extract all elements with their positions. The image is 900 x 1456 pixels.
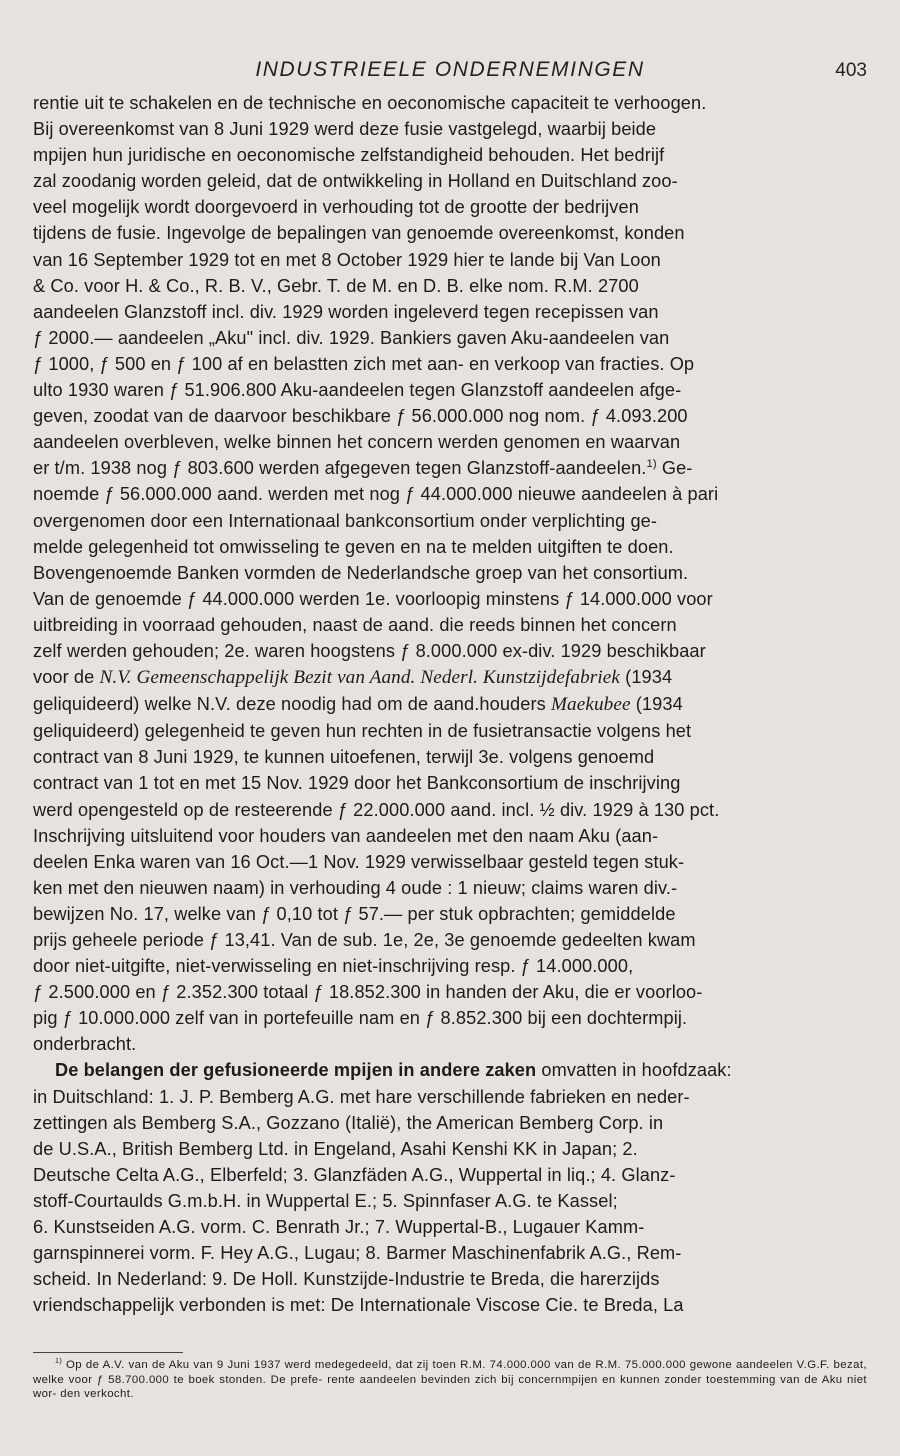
text-line: deelen Enka waren van 16 Oct.—1 Nov. 1929 verwisselbaar gesteld tegen stuk- — [33, 851, 685, 872]
text-line: Bij overeenkomst van 8 Juni 1929 werd deze fusie vastgelegd, waarbij beide — [33, 119, 657, 140]
running-title: INDUSTRIEELE ONDERNEMINGEN — [255, 58, 645, 81]
section-heading: De belangen der gefusioneerde mpijen in andere zaken — [55, 1060, 537, 1081]
text-line: voor de — [33, 667, 100, 688]
text-line: in Duitschland: 1. J. P. Bemberg A.G. met hare verschillende fabrieken en neder- — [33, 1086, 690, 1107]
text-line: onderbracht. — [33, 1034, 137, 1055]
text-line: & Co. voor H. & Co., R. B. V., Gebr. T. de M. en D. B. elke nom. R.M. 2700 — [33, 275, 639, 296]
footnote-text: Op de A.V. van de Aku van 9 Juni 1937 werd medegedeeld, dat zij toen R.M. 74.000.000 van de R.M. 75.000.000 gewone aandeelen V.G.F. bezat, welke voor ƒ 58.700.000 te boek stonden. De prefe- rente aandeelen bevinden zich bij concernmpijen en kunnen zonder toestemming van de Aku niet wor- den verkocht. — [33, 1359, 867, 1401]
text-line: mpijen hun juridische en oeconomische zelfstandigheid behouden. Het bedrijf — [33, 145, 665, 166]
text-line: door niet-uitgifte, niet-verwisseling en niet-inschrijving resp. ƒ 14.000.000, — [33, 956, 634, 977]
text-line: van 16 September 1929 tot en met 8 October 1929 hier te lande bij Van Loon — [33, 249, 661, 270]
text-line: contract van 8 Juni 1929, te kunnen uitoefenen, terwijl 3e. volgens genoemd — [33, 747, 655, 768]
footnote-marker: 1) — [55, 1358, 63, 1366]
text-line: uitbreiding in voorraad gehouden, naast de aand. die reeds binnen het concern — [33, 614, 677, 635]
footnote — [33, 1358, 867, 1402]
footnote-reference[interactable]: 1) — [646, 458, 657, 471]
text-line: (1934 — [630, 694, 683, 715]
text-line: (1934 — [620, 667, 673, 688]
text-line: 6. Kunstseiden A.G. vorm. C. Benrath Jr.; 7. Wuppertal-B., Lugauer Kamm- — [33, 1217, 645, 1238]
text-line: melde gelegenheid tot omwisseling te geven en na te melden uitgiften te doen. — [33, 536, 674, 557]
body-text — [33, 90, 867, 1318]
text-line: noemde ƒ 56.000.000 aand. werden met nog ƒ 44.000.000 nieuwe aandeelen à pari — [33, 484, 719, 505]
text-line: zal zoodanig worden geleid, dat de ontwikkeling in Holland en Duitschland zoo- — [33, 171, 678, 192]
page-header — [33, 58, 867, 90]
text-line: contract van 1 tot en met 15 Nov. 1929 door het Bankconsortium de inschrijving — [33, 773, 681, 794]
text-line: pig ƒ 10.000.000 zelf van in portefeuille nam en ƒ 8.852.300 bij een dochtermpij. — [33, 1008, 688, 1029]
text-line: geven, zoodat van de daarvoor beschikbare ƒ 56.000.000 nog nom. ƒ 4.093.200 — [33, 406, 688, 427]
text-line: vriendschappelijk verbonden is met: De Internationale Viscose Cie. te Breda, La — [33, 1295, 684, 1316]
text-line: bewijzen No. 17, welke van ƒ 0,10 tot ƒ 57.— per stuk opbrachten; gemiddelde — [33, 903, 676, 924]
text-line: geliquideerd) welke N.V. deze noodig had om de aand.houders — [33, 694, 551, 715]
text-line: overgenomen door een Internationaal bankconsortium onder verplichting ge- — [33, 510, 658, 531]
text-line: ƒ 2000.— aandeelen „Aku" incl. div. 1929. Bankiers gaven Aku-aandeelen van — [33, 327, 670, 348]
text-line: ƒ 1000, ƒ 500 en ƒ 100 af en belastten zich met aan- en verkoop van fracties. Op — [33, 353, 695, 374]
text-line: Deutsche Celta A.G., Elberfeld; 3. Glanzfäden A.G., Wuppertal in liq.; 4. Glanz- — [33, 1164, 676, 1185]
text-line: er t/m. 1938 nog ƒ 803.600 werden afgegeven tegen Glanzstoff-aandeelen. — [33, 458, 647, 479]
text-line: rentie uit te schakelen en de technische en oeconomische capaciteit te verhoogen. — [33, 93, 707, 113]
text-line: veel mogelijk wordt doorgevoerd in verhouding tot de grootte der bedrijven — [33, 197, 639, 218]
text-line: geliquideerd) gelegenheid te geven hun rechten in de fusietransactie volgens het — [33, 721, 692, 742]
text-line: stoff-Courtaulds G.m.b.H. in Wuppertal E.; 5. Spinnfaser A.G. te Kassel; — [33, 1190, 618, 1211]
text-line: aandeelen Glanzstoff incl. div. 1929 worden ingeleverd tegen recepissen van — [33, 301, 659, 322]
page-number: 403 — [835, 60, 867, 81]
company-name-italic: Maekubee — [550, 694, 631, 716]
text-line: zelf werden gehouden; 2e. waren hoogstens ƒ 8.000.000 ex-div. 1929 beschikbaar — [33, 640, 706, 661]
text-line: ulto 1930 waren ƒ 51.906.800 Aku-aandeelen tegen Glanzstoff aandeelen afge- — [33, 380, 682, 401]
text-line: ken met den nieuwen naam) in verhouding 4 oude : 1 nieuw; claims waren div.- — [33, 877, 678, 898]
text-line: Inschrijving uitsluitend voor houders van aandeelen met den naam Aku (aan- — [33, 825, 659, 846]
text-line: ƒ 2.500.000 en ƒ 2.352.300 totaal ƒ 18.852.300 in handen der Aku, die er voorloo- — [33, 982, 703, 1003]
text-line: scheid. In Nederland: 9. De Holl. Kunstzijde-Industrie te Breda, die harerzijds — [33, 1269, 660, 1290]
text-line: garnspinnerei vorm. F. Hey A.G., Lugau; 8. Barmer Maschinenfabrik A.G., Rem- — [33, 1243, 682, 1264]
text-line: aandeelen overbleven, welke binnen het concern werden genomen en waarvan — [33, 432, 681, 453]
text-line: Bovengenoemde Banken vormden de Nederlandsche groep van het consortium. — [33, 562, 689, 583]
text-line: werd opengesteld op de resteerende ƒ 22.000.000 aand. incl. ½ div. 1929 à 130 pct. — [33, 799, 720, 820]
text-line: de U.S.A., British Bemberg Ltd. in Engeland, Asahi Kenshi KK in Japan; 2. — [33, 1138, 638, 1159]
paragraph-interests — [33, 1057, 867, 1318]
text-line: zettingen als Bemberg S.A., Gozzano (Italië), the American Bemberg Corp. in — [33, 1112, 664, 1133]
text-line: prijs geheele periode ƒ 13,41. Van de sub. 1e, 2e, 3e genoemde gedeelten kwam — [33, 930, 696, 950]
text-line: tijdens de fusie. Ingevolge de bepalingen van genoemde overeenkomst, konden — [33, 223, 685, 244]
paragraph-aku-fusion — [33, 90, 867, 1057]
text-line: Ge- — [656, 458, 693, 479]
company-name-italic: N.V. Gemeenschappelijk Bezit van Aand. Nederl. Kunstzijdefabriek — [99, 667, 621, 689]
text-line: omvatten in hoofdzaak: — [536, 1060, 732, 1081]
text-line: Van de genoemde ƒ 44.000.000 werden 1e. voorloopig minstens ƒ 14.000.000 voor — [33, 588, 713, 609]
footnote-divider — [33, 1352, 183, 1353]
